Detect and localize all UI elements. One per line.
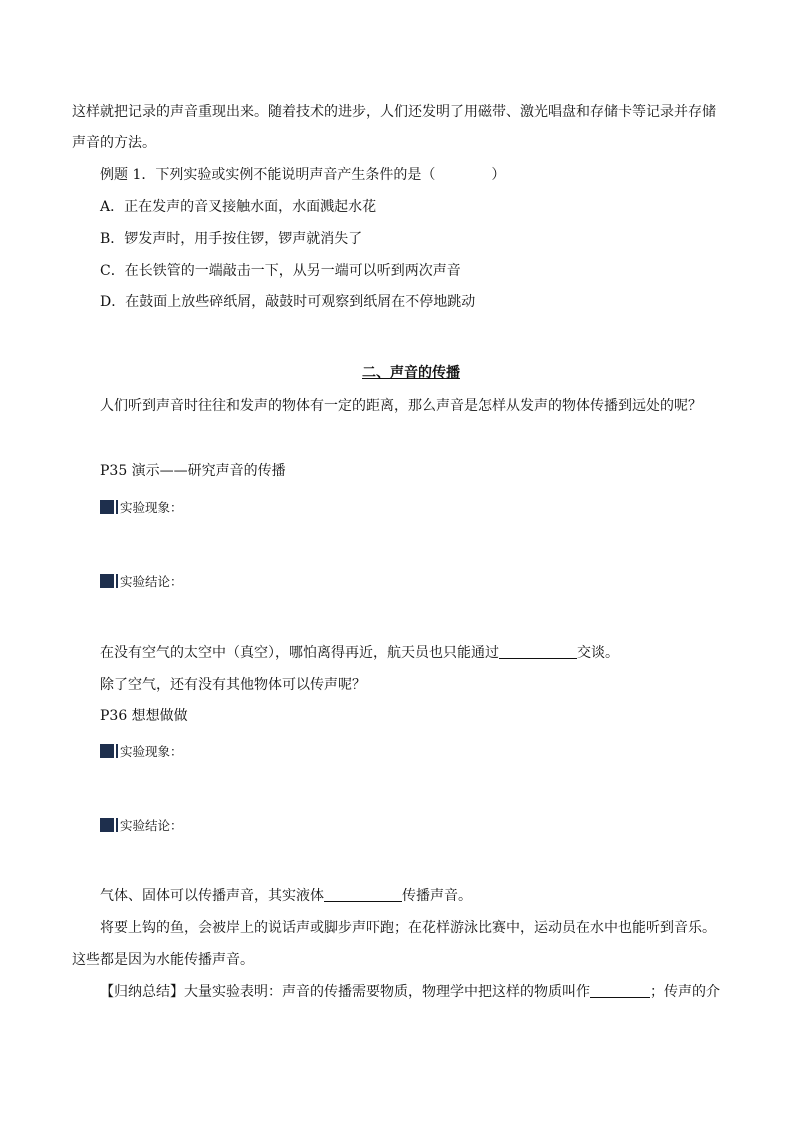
experiment-tag-phenomenon-1 — [100, 499, 183, 517]
bar-bullet-icon — [116, 500, 118, 514]
vacuum-sentence-end: 交谈。 — [577, 645, 619, 661]
square-bullet-icon — [100, 574, 114, 588]
fill-blank-3[interactable] — [590, 983, 650, 998]
experiment-tag-conclusion-2 — [100, 817, 183, 835]
square-bullet-icon — [100, 744, 114, 758]
section-title: 二、声音的传播 — [362, 365, 460, 381]
bar-bullet-icon — [116, 574, 118, 588]
example-question: 例题 1．下列实验或实例不能说明声音产生条件的是（ ） — [100, 167, 506, 183]
experiment-tag-conclusion-1 — [100, 573, 183, 591]
option-c: C．在长铁管的一端敲击一下，从另一端可以听到两次声音 — [100, 263, 461, 279]
vacuum-sentence-start: 在没有空气的太空中（真空），哪怕离得再近，航天员也只能通过 — [100, 645, 499, 661]
option-a: A．正在发声的音叉接触水面，水面溅起水花 — [100, 199, 377, 215]
liquid-sentence-end: 传播声音。 — [402, 888, 472, 904]
summary-sentence-end: ；传声的介 — [650, 984, 720, 1000]
square-bullet-icon — [100, 500, 114, 514]
liquid-sentence — [100, 887, 472, 905]
water-conclusion: 这些都是因为水能传播声音。 — [72, 952, 254, 968]
fish-sentence: 将要上钩的鱼，会被岸上的说话声或脚步声吓跑；在花样游泳比赛中，运动员在水中也能听到音乐。 — [100, 920, 716, 936]
tag-label: 实验现象： — [120, 744, 183, 759]
option-d: D．在鼓面上放些碎纸屑，敲鼓时可观察到纸屑在不停地跳动 — [100, 294, 476, 310]
bar-bullet-icon — [116, 818, 118, 832]
demo-heading-p36: P36 想想做做 — [100, 708, 188, 724]
tag-label: 实验现象： — [120, 500, 183, 515]
tag-label: 实验结论： — [120, 818, 183, 833]
other-media-question: 除了空气，还有没有其他物体可以传声呢？ — [100, 677, 366, 693]
vacuum-sentence — [100, 644, 619, 662]
paragraph-line-2: 声音的方法。 — [72, 135, 156, 151]
paragraph-line-1: 这样就把记录的声音重现出来。随着技术的进步，人们还发明了用磁带、激光唱盘和存储卡等记录并存储 — [72, 104, 716, 120]
summary-sentence-start: 【归纳总结】大量实验表明：声音的传播需要物质，物理学中把这样的物质叫作 — [100, 984, 590, 1000]
option-b: B．锣发声时，用手按住锣，锣声就消失了 — [100, 231, 363, 247]
fill-blank-1[interactable] — [499, 644, 577, 659]
summary-sentence — [100, 983, 720, 1001]
liquid-sentence-start: 气体、固体可以传播声音，其实液体 — [100, 888, 324, 904]
fill-blank-2[interactable] — [324, 887, 402, 902]
demo-heading-p35: P35 演示——研究声音的传播 — [100, 463, 286, 479]
tag-label: 实验结论： — [120, 574, 183, 589]
experiment-tag-phenomenon-2 — [100, 743, 183, 761]
square-bullet-icon — [100, 818, 114, 832]
bar-bullet-icon — [116, 744, 118, 758]
intro-question: 人们听到声音时往往和发声的物体有一定的距离，那么声音是怎样从发声的物体传播到远处的呢？ — [100, 398, 702, 414]
